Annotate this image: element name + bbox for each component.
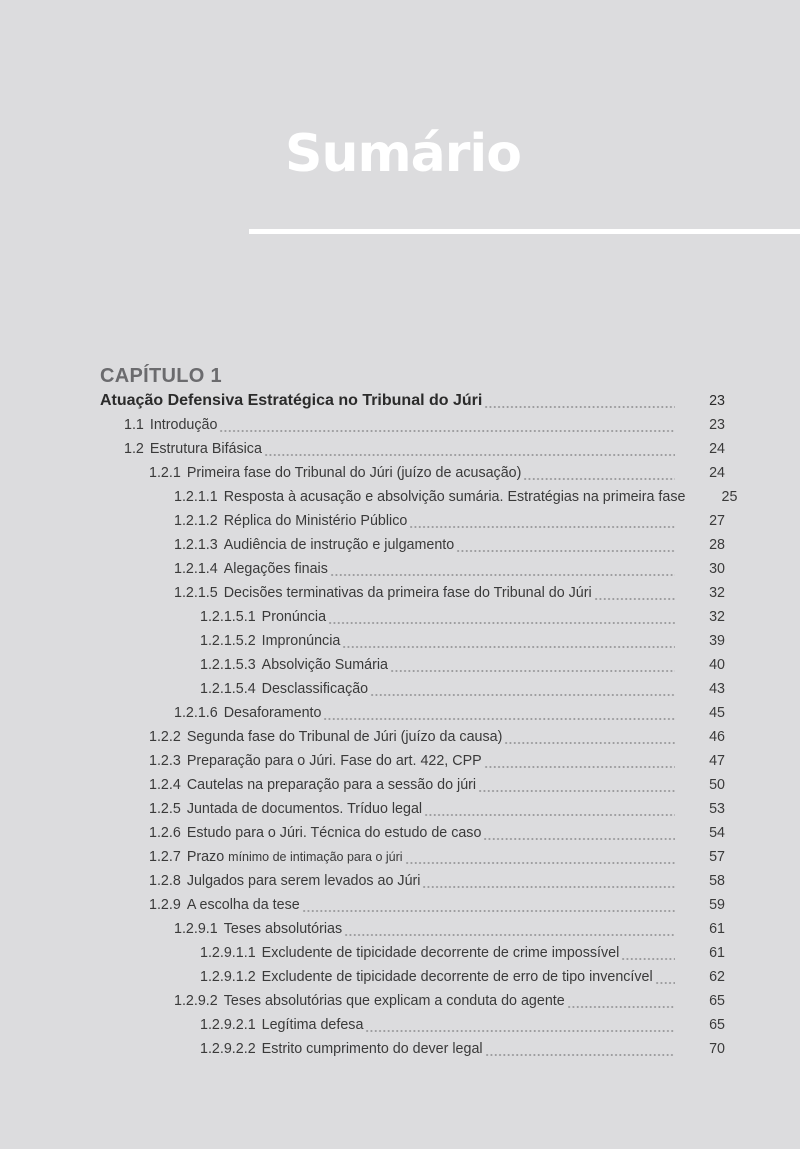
toc-page-number: 62	[709, 969, 725, 985]
toc-page-number: 25	[721, 489, 738, 505]
toc-entry-title: Excludente de tipicidade decorrente de crime impossível	[261, 945, 620, 961]
toc-entry-number: 1.2.6	[149, 825, 181, 841]
toc-page-number: 61	[709, 945, 725, 961]
toc-entry-number: 1.2.1.5	[174, 585, 218, 601]
toc-entry-title: Teses absolutórias que explicam a conduta do agente	[223, 993, 565, 1009]
toc-entry-number: 1.1	[124, 417, 144, 433]
toc-entry-title: Atuação Defensiva Estratégica no Tribunal do Júri	[100, 392, 483, 409]
toc-entry[interactable]	[100, 602, 725, 626]
toc-page-number: 28	[709, 537, 725, 553]
toc-entry[interactable]	[100, 722, 725, 746]
toc-page-number: 27	[709, 513, 725, 529]
toc-chapter-entry[interactable]	[100, 386, 725, 410]
toc-entry-number: 1.2.1.6	[174, 705, 218, 721]
dot-leader	[409, 512, 675, 530]
toc-entry-number: 1.2.9	[149, 897, 181, 913]
dot-leader	[456, 536, 675, 554]
toc-entry[interactable]	[100, 794, 725, 818]
dot-leader	[523, 464, 675, 482]
toc-page-number: 24	[709, 465, 725, 481]
toc-entry-number: 1.2.4	[149, 777, 181, 793]
toc-entry[interactable]	[100, 890, 725, 914]
toc-entry-number: 1.2.9.1	[174, 921, 218, 937]
toc-entry-title: Preparação para o Júri. Fase do art. 422, CPP	[186, 753, 482, 769]
toc-entry[interactable]	[100, 698, 725, 722]
dot-leader	[483, 824, 675, 842]
dot-leader	[422, 872, 675, 890]
dot-leader	[219, 416, 675, 434]
dot-leader	[655, 968, 675, 986]
toc-entry-title: Decisões terminativas da primeira fase do Tribunal do Júri	[223, 585, 592, 601]
toc-page-number: 23	[709, 417, 725, 433]
toc-entry[interactable]	[100, 578, 725, 602]
toc-entry[interactable]	[100, 914, 725, 938]
toc-entry-number: 1.2.1.5.2	[200, 633, 256, 649]
dot-leader	[484, 392, 675, 410]
toc-entry-title: Teses absolutórias	[223, 921, 343, 937]
toc-entry-title: Introdução	[149, 417, 218, 433]
toc-entry[interactable]	[100, 1034, 725, 1058]
dot-leader	[344, 920, 675, 938]
toc-page-number: 61	[709, 921, 725, 937]
dot-leader	[342, 632, 675, 650]
dot-leader	[485, 1040, 675, 1058]
dot-leader	[424, 800, 675, 818]
toc-entry[interactable]	[100, 842, 725, 866]
toc-entry-title: Audiência de instrução e julgamento	[223, 537, 455, 553]
toc-entry[interactable]	[100, 482, 738, 506]
toc-page-number: 58	[709, 873, 725, 889]
toc-entry-number: 1.2.1	[149, 465, 181, 481]
toc-entry-title: Julgados para serem levados ao Júri	[186, 873, 421, 889]
dot-leader	[328, 608, 675, 626]
dot-leader	[484, 752, 675, 770]
toc-entry-title: Primeira fase do Tribunal do Júri (juízo de acusação)	[186, 465, 522, 481]
toc-entry-number: 1.2.1.5.3	[200, 657, 256, 673]
toc-entry[interactable]	[100, 746, 725, 770]
dot-leader	[405, 848, 675, 866]
toc-entry-title: Estrutura Bifásica	[149, 441, 262, 457]
toc-page-number: 32	[709, 609, 725, 625]
toc-page-number: 59	[709, 897, 725, 913]
toc-entry-number: 1.2.1.1	[174, 489, 218, 505]
toc-entry-title: Segunda fase do Tribunal de Júri (juízo da causa)	[186, 729, 503, 745]
toc-entry[interactable]	[100, 626, 725, 650]
toc-entry-title: Desclassificação	[261, 681, 369, 697]
toc-entry-number: 1.2.9.1.2	[200, 969, 256, 985]
table-of-contents	[100, 386, 738, 1058]
toc-entry[interactable]	[100, 458, 725, 482]
dot-leader	[594, 584, 675, 602]
toc-page-number: 53	[709, 801, 725, 817]
toc-entry[interactable]	[100, 434, 725, 458]
dot-leader	[504, 728, 675, 746]
toc-entry[interactable]	[100, 962, 725, 986]
dot-leader	[370, 680, 675, 698]
toc-entry-title: Prazo	[186, 849, 225, 865]
toc-page-number: 47	[709, 753, 725, 769]
toc-entry[interactable]	[100, 938, 725, 962]
toc-entry[interactable]	[100, 818, 725, 842]
toc-entry-number: 1.2.1.2	[174, 513, 218, 529]
toc-entry-title: Alegações finais	[223, 561, 328, 577]
toc-entry-title: Legítima defesa	[261, 1017, 364, 1033]
dot-leader	[330, 560, 675, 578]
toc-entry-number: 1.2.1.4	[174, 561, 218, 577]
toc-entry[interactable]	[100, 770, 725, 794]
toc-entry-number: 1.2.9.1.1	[200, 945, 256, 961]
toc-entry-number: 1.2.2	[149, 729, 181, 745]
toc-entry-number: 1.2.1.5.4	[200, 681, 256, 697]
toc-entry-number: 1.2.9.2.2	[200, 1041, 256, 1057]
toc-page-number: 57	[709, 849, 725, 865]
toc-entry-number: 1.2.9.2.1	[200, 1017, 256, 1033]
toc-entry-number: 1.2.1.5.1	[200, 609, 256, 625]
toc-entry-number: 1.2.9.2	[174, 993, 218, 1009]
title-underline	[249, 229, 800, 234]
toc-entry[interactable]	[100, 530, 725, 554]
toc-page-number: 70	[709, 1041, 725, 1057]
toc-entry-title: Estudo para o Júri. Técnica do estudo de caso	[186, 825, 482, 841]
toc-entry-number: 1.2	[124, 441, 144, 457]
toc-entry-title: Cautelas na preparação para a sessão do júri	[186, 777, 477, 793]
toc-entry[interactable]	[100, 410, 725, 434]
toc-entry-number: 1.2.5	[149, 801, 181, 817]
dot-leader	[390, 656, 675, 674]
toc-entry[interactable]	[100, 650, 725, 674]
toc-entry[interactable]	[100, 554, 725, 578]
toc-page-number: 32	[709, 585, 725, 601]
toc-page-number: 46	[709, 729, 725, 745]
toc-entry-title: Réplica do Ministério Público	[223, 513, 408, 529]
toc-page-number: 43	[709, 681, 725, 697]
toc-entry-number: 1.2.7	[149, 849, 181, 865]
toc-entry-title-tail: mínimo de intimação para o júri	[228, 850, 403, 864]
chapter-label: CAPÍTULO 1	[100, 365, 222, 387]
toc-page-number: 45	[709, 705, 725, 721]
toc-page-number: 65	[709, 993, 725, 1009]
toc-page-number: 54	[709, 825, 725, 841]
dot-leader	[621, 944, 675, 962]
dot-leader	[567, 992, 675, 1010]
toc-entry-number: 1.2.8	[149, 873, 181, 889]
toc-entry-number: 1.2.3	[149, 753, 181, 769]
toc-page-number: 65	[709, 1017, 725, 1033]
toc-page-number: 50	[709, 777, 725, 793]
toc-page-number: 23	[709, 393, 725, 409]
toc-entry-title: Desaforamento	[223, 705, 322, 721]
toc-entry[interactable]	[100, 1010, 725, 1034]
toc-page-number: 24	[709, 441, 725, 457]
dot-leader	[302, 896, 675, 914]
toc-page-number: 40	[709, 657, 725, 673]
toc-entry[interactable]	[100, 674, 725, 698]
toc-entry[interactable]	[100, 986, 725, 1010]
toc-entry-title: Juntada de documentos. Tríduo legal	[186, 801, 423, 817]
toc-entry-title: Absolvição Sumária	[261, 657, 389, 673]
toc-entry-title: Estrito cumprimento do dever legal	[261, 1041, 483, 1057]
dot-leader	[365, 1016, 675, 1034]
dot-leader	[323, 704, 675, 722]
toc-entry-title: Pronúncia	[261, 609, 327, 625]
toc-entry-title: Resposta à acusação e absolvição sumária. Estratégias na primeira fase	[223, 489, 686, 505]
dot-leader	[478, 776, 675, 794]
toc-page-number: 30	[709, 561, 725, 577]
toc-entry-number: 1.2.1.3	[174, 537, 218, 553]
toc-entry[interactable]	[100, 506, 725, 530]
dot-leader	[264, 440, 675, 458]
toc-entry-title: Excludente de tipicidade decorrente de erro de tipo invencível	[261, 969, 653, 985]
toc-page-number: 39	[709, 633, 725, 649]
toc-entry-title: Impronúncia	[261, 633, 341, 649]
page-title: Sumário	[285, 124, 521, 184]
toc-entry[interactable]	[100, 866, 725, 890]
toc-entry-title: A escolha da tese	[186, 897, 300, 913]
